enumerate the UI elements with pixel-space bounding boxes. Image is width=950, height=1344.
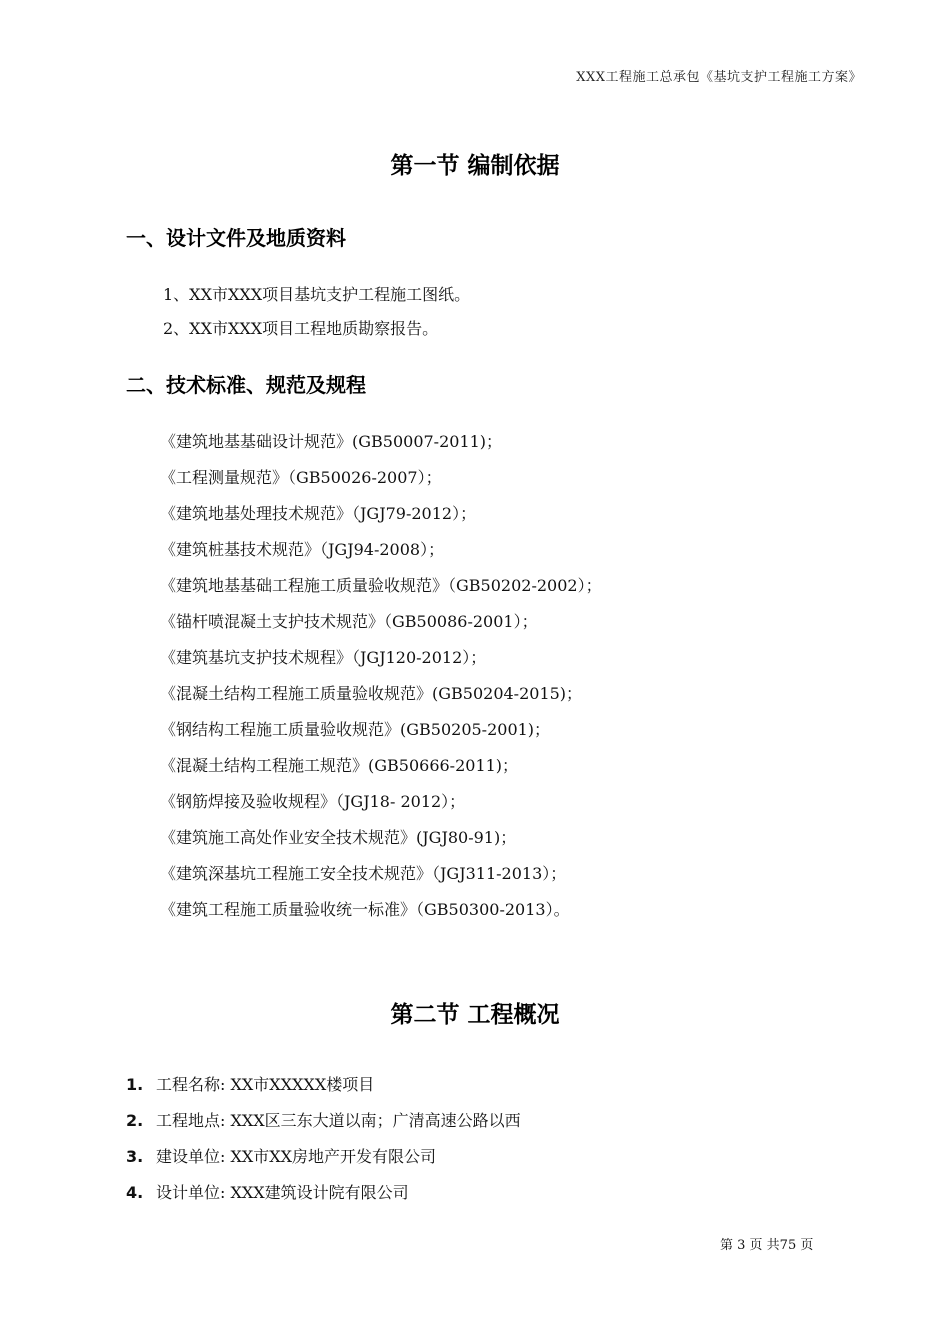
overview-item [126, 1180, 409, 1203]
overview-item-number: 4. [126, 1183, 144, 1202]
page-header: XXX工程施工总承包《基坑支护工程施工方案》 [576, 70, 862, 85]
standard-item: 《锚杆喷混凝土支护技术规范》（GB50086-2001）； [160, 612, 538, 631]
standard-item: 《建筑基坑支护技术规程》（JGJ120-2012）； [160, 648, 487, 667]
overview-item [126, 1072, 374, 1095]
standard-item: 《混凝土结构工程施工规范》(GB50666-2011)； [160, 756, 519, 775]
design-doc-item: 1、XX市XXX项目基坑支护工程施工图纸。 [163, 285, 471, 304]
overview-item [126, 1108, 521, 1131]
standard-item: 《建筑地基处理技术规范》（JGJ79-2012）； [160, 504, 477, 523]
overview-item-number: 3. [126, 1147, 144, 1166]
standard-item: 《钢结构工程施工质量验收规范》(GB50205-2001)； [160, 720, 551, 739]
standard-item: 《建筑施工高处作业安全技术规范》(JGJ80-91)； [160, 828, 517, 847]
design-doc-item: 2、XX市XXX项目工程地质勘察报告。 [163, 319, 439, 338]
overview-item-number: 1. [126, 1075, 144, 1094]
standard-item: 《工程测量规范》（GB50026-2007）； [160, 468, 442, 487]
standard-item: 《建筑深基坑工程施工安全技术规范》（JGJ311-2013）； [160, 864, 567, 883]
overview-item [126, 1144, 436, 1167]
overview-item-text: 建设单位: XX市XX房地产开发有限公司 [156, 1147, 437, 1166]
section-title-1: 第一节 编制依据 [390, 153, 560, 179]
standard-item: 《建筑工程施工质量验收统一标准》（GB50300-2013）。 [160, 900, 570, 919]
page-footer: 第 3 页 共75 页 [720, 1238, 814, 1253]
standard-item: 《建筑桩基技术规范》（JGJ94-2008）； [160, 540, 445, 559]
standard-item: 《混凝土结构工程施工质量验收规范》(GB50204-2015)； [160, 684, 583, 703]
subsection-title-design-docs: 一、设计文件及地质资料 [126, 226, 346, 250]
overview-item-text: 工程地点: XXX区三东大道以南；广清高速公路以西 [156, 1111, 521, 1130]
overview-item-text: 工程名称: XX市XXXXX楼项目 [156, 1075, 375, 1094]
overview-item-text: 设计单位: XXX建筑设计院有限公司 [156, 1183, 409, 1202]
standard-item: 《建筑地基基础工程施工质量验收规范》（GB50202-2002）； [160, 576, 602, 595]
subsection-title-standards: 二、技术标准、规范及规程 [126, 373, 366, 397]
standard-item: 《建筑地基基础设计规范》(GB50007-2011)； [160, 432, 503, 451]
overview-item-number: 2. [126, 1111, 144, 1130]
standard-item: 《钢筋焊接及验收规程》（JGJ18- 2012）； [160, 792, 466, 811]
section-title-2: 第二节 工程概况 [390, 1002, 560, 1028]
